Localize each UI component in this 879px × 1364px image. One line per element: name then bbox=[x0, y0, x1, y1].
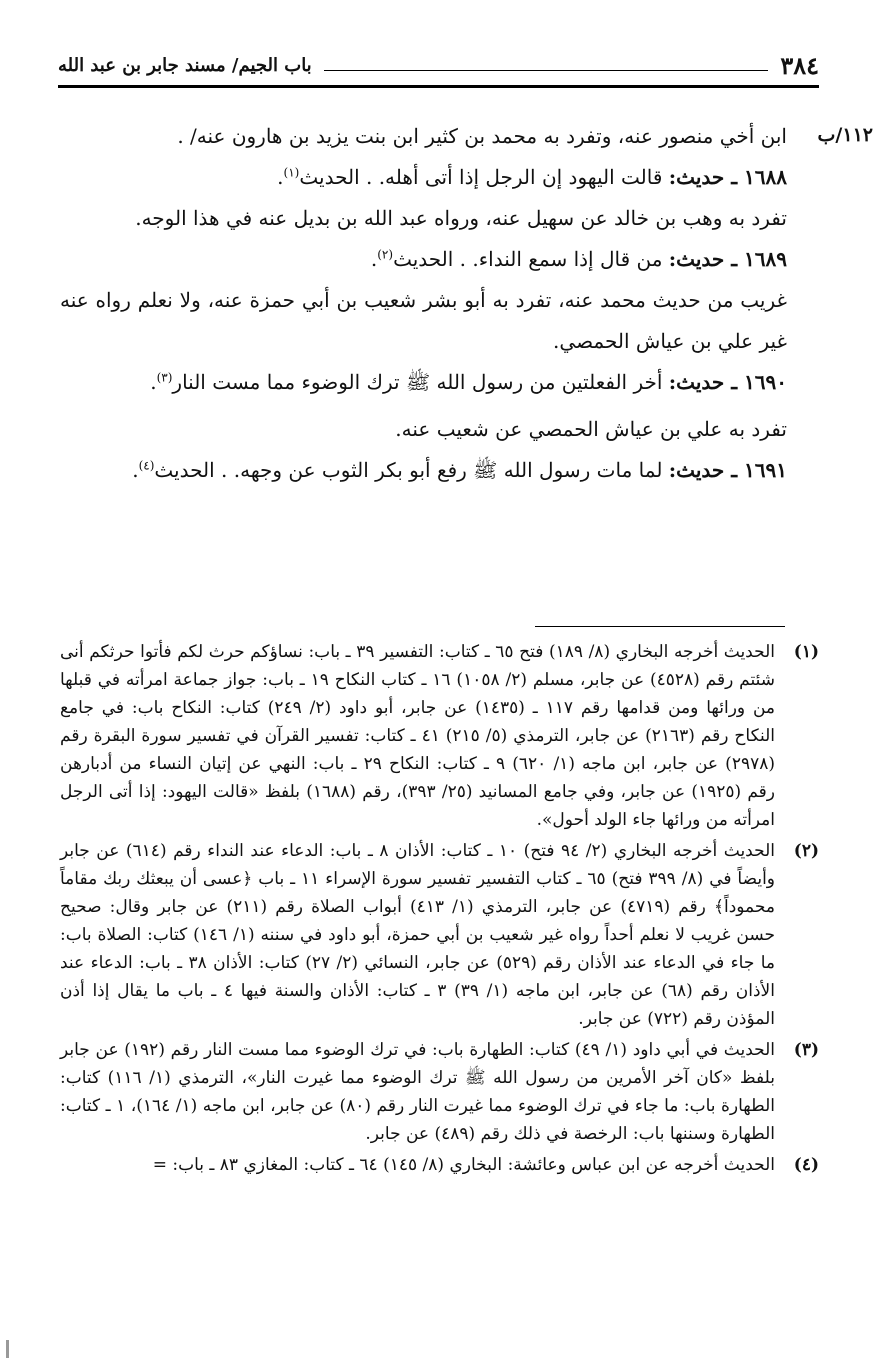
hadith-number: ١٦٩٠ ـ حديث: bbox=[668, 370, 787, 394]
footnote-ref: (٢) bbox=[377, 247, 394, 262]
footnote bbox=[60, 1151, 819, 1179]
commentary-1690: تفرد به علي بن عياش الحمصي عن شعيب عنه. bbox=[395, 417, 787, 441]
hadith-number: ١٦٨٩ ـ حديث: bbox=[668, 247, 787, 271]
hadith-1688 bbox=[60, 157, 787, 198]
footnote-number: (١) bbox=[793, 642, 819, 662]
sentence-end: . bbox=[370, 247, 378, 271]
footnote bbox=[60, 638, 819, 834]
hadith-number: ١٦٩١ ـ حديث: bbox=[668, 458, 787, 482]
running-title: باب الجيم/ مسند جابر بن عبد الله bbox=[58, 54, 312, 76]
hadith-text: لما مات رسول الله ﷺ رفع أبو بكر الثوب عن وجهه. . الحديث bbox=[154, 458, 663, 482]
commentary-1689: غريب من حديث محمد عنه، تفرد به أبو بشر شعيب بن أبي حمزة عنه، ولا نعلم رواه عنه غير علي بن عياش الحمصي. bbox=[60, 288, 787, 353]
footnote-separator bbox=[535, 626, 785, 627]
footnotes bbox=[60, 638, 819, 1182]
hadith-text: قالت اليهود إن الرجل إذا أتى أهله. . الحديث bbox=[299, 165, 663, 189]
main-text bbox=[60, 116, 787, 491]
sentence-end: . bbox=[150, 370, 157, 394]
running-header bbox=[58, 50, 819, 80]
footnote-number: (٣) bbox=[793, 1040, 819, 1060]
page-number: ٣٨٤ bbox=[780, 50, 819, 80]
footnote-number: (٤) bbox=[793, 1155, 819, 1175]
footnote bbox=[60, 837, 819, 1033]
footnote-text: الحديث أخرجه البخاري (٨/ ١٨٩) فتح ٦٥ ـ كتاب: التفسير ٣٩ ـ باب: نساؤكم حرث لكم فأتوا حرثكم أنى شئتم رقم (٤٥٢٨) عن جابر، مسلم (٢/ ١٠٥٨) ١٦ ـ كتاب النكاح ١٩ ـ باب: جواز جماعة امرأته في قبلها من ورائها ومن قدامها رقم ١١٧ ـ (١٤٣٥) عن جابر، أبو داود (٢/ ٢٤٩) كتاب: النكاح باب: في جامع النكاح رقم (٢١٦٣) عن جابر، الترمذي (٥/ ٢١٥) ٤١ ـ كتاب: تفسير القرآن في تفسير سورة البقرة رقم (٢٩٧٨) عن جابر، ابن ماجه (١/ ٦٢٠) ٩ ـ كتاب: النكاح ٢٩ ـ باب: النهي عن إتيان النساء من أدبارهن رقم (١٩٢٥) عن جابر، وفي جامع المسانيد (٢٥/ ٣٩٣)، رقم (١٦٨٨) بلفظ «قالت اليهود: إذا أتى الرجل امرأته من ورائها جاء الولد أحول». bbox=[60, 642, 776, 830]
hadith-text: من قال إذا سمع النداء. . الحديث bbox=[393, 247, 663, 271]
hadith-number: ١٦٨٨ ـ حديث: bbox=[668, 165, 787, 189]
scan-edge-mark bbox=[6, 1340, 9, 1358]
hadith-1691 bbox=[60, 450, 787, 491]
intro-paragraph: ابن أخي منصور عنه، وتفرد به محمد بن كثير ابن بنت يزيد بن هارون عنه/ . bbox=[177, 124, 787, 148]
header-rule bbox=[58, 85, 819, 88]
header-separator-line bbox=[324, 70, 769, 71]
footnote-number: (٢) bbox=[793, 841, 819, 861]
footnote-text: الحديث أخرجه عن ابن عباس وعائشة: البخاري (٨/ ١٤٥) ٦٤ ـ كتاب: المغازي ٨٣ ـ باب: = bbox=[152, 1155, 775, 1175]
commentary-1688: تفرد به وهب بن خالد عن سهيل عنه، ورواه عبد الله بن بديل عنه في هذا الوجه. bbox=[135, 206, 787, 230]
footnote-ref: (٣) bbox=[156, 370, 173, 385]
footnote-text: الحديث في أبي داود (١/ ٤٩) كتاب: الطهارة باب: في ترك الوضوء مما مست النار رقم (١٩٢) عن جابر بلفظ «كان آخر الأمرين من رسول الله ﷺ ترك الوضوء مما غيرت النار»، الترمذي (١/ ١١٦) كتاب: الطهارة باب: ما جاء في ترك الوضوء مما غيرت النار رقم (٨٠) عن جابر، ابن ماجه (١/ ١٦٤)، ١ ـ كتاب: الطهارة وسننها باب: الرخصة في ذلك رقم (٤٨٩) عن جابر. bbox=[60, 1040, 776, 1144]
footnote bbox=[60, 1036, 819, 1148]
footnote-ref: (١) bbox=[283, 165, 300, 180]
manuscript-folio-marker: ١١٢/ب bbox=[817, 124, 873, 146]
hadith-1690 bbox=[60, 362, 787, 403]
hadith-1689 bbox=[60, 239, 787, 280]
hadith-text: أخر الفعلتين من رسول الله ﷺ ترك الوضوء مما مست النار bbox=[172, 370, 663, 394]
sentence-end: . bbox=[277, 165, 284, 189]
footnote-text: الحديث أخرجه البخاري (٢/ ٩٤ فتح) ١٠ ـ كتاب: الأذان ٨ ـ باب: الدعاء عند النداء رقم (٦١٤) عن جابر وأيضاً في (٨/ ٣٩٩ فتح) ٦٥ ـ كتاب التفسير تفسير سورة الإسراء ١١ ـ باب ﴿عسى أن يبعثك ربك مقاماً محموداً﴾ رقم (٤٧١٩) عن جابر، الترمذي (١/ ٤١٣) أبواب الصلاة رقم (٢١١) عن جابر وقال: صحيح حسن غريب لا نعلم أحداً رواه غير شعيب بن أبي حمزة، أبو داود في سننه (١/ ١٤٦) كتاب: الصلاة باب: ما جاء في الدعاء عند الأذان رقم (٥٢٩) عن جابر، النسائي (٢/ ٢٧) كتاب: الأذان ٣٨ ـ باب: الدعاء عند الأذان رقم (٦٨) عن جابر، ابن ماجه (١/ ٣٩) ٣ ـ كتاب: الأذان والسنة فيها ٤ ـ باب ما يقال إذا أذن المؤذن رقم (٧٢٢) عن جابر. bbox=[60, 841, 776, 1029]
sentence-end: . bbox=[132, 458, 139, 482]
footnote-ref: (٤) bbox=[138, 458, 155, 473]
